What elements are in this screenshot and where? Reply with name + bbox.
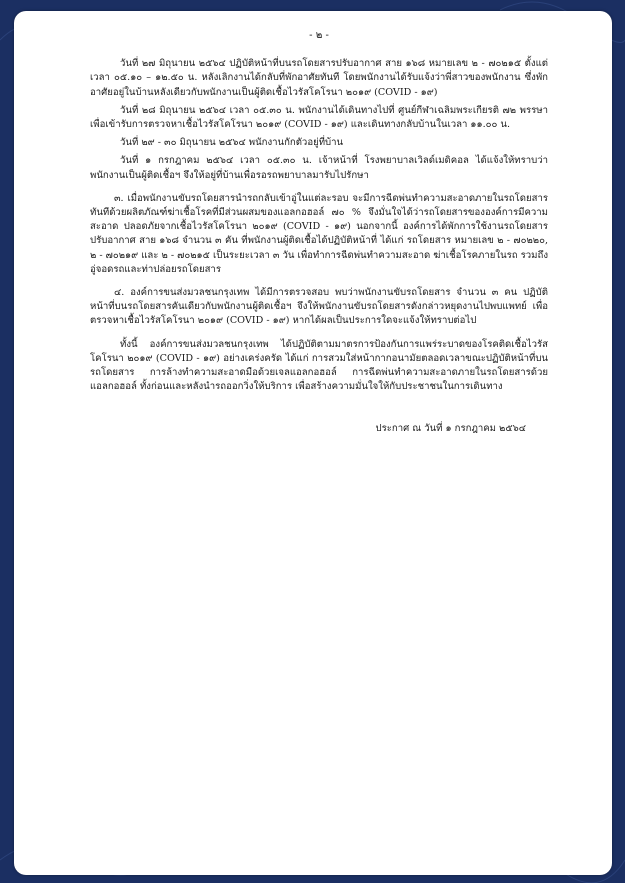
paragraph-june-27: วันที่ ๒๗ มิถุนายน ๒๕๖๔ ปฏิบัติหน้าที่บนรถโดยสารปรับอากาศ สาย ๑๖๘ หมายเลข ๒ - ๗๐๒๑๕ ตั้งแต่เวลา ๐๕.๑๐ – ๑๒.๕๐ น. หลังเลิกงานได้กลับที่พักอาศัยทันที โดยพนักงานได้รับแจ้งว่าพี่สาวของพนักงาน ซึ่งพักอาศัยอยู่ในบ้านหลังเดียวกับพนักงานเป็นผู้ติดเชื้อไวรัสโคโรนา ๒๐๑๙ (COVID - ๑๙)	[90, 58, 548, 98]
paragraph-item-4: ๔. องค์การขนส่งมวลชนกรุงเทพ ได้มีการตรวจสอบ พบว่าพนักงานขับรถโดยสาร จำนวน ๓ คน ปฏิบัติหน้าที่บนรถโดยสารคันเดียวกับพนักงานผู้ติดเชื้อฯ จึงให้พนักงานขับรถโดยสารดังกล่าวหยุดงานไปพบแพทย์ เพื่อตรวจหาเชื้อไวรัสโคโรนา ๒๐๑๙ (COVID - ๑๙) หากได้ผลเป็นประการใดจะแจ้งให้ทราบต่อไป	[90, 287, 548, 327]
page-number: - ๒ -	[309, 30, 329, 41]
paragraph-item-3: ๓. เมื่อพนักงานขับรถโดยสารนำรถกลับเข้าอู่ในแต่ละรอบ จะมีการฉีดพ่นทำความสะอาดภายในรถโดยสารทันทีด้วยผลิตภัณฑ์ฆ่าเชื้อโรคที่มีส่วนผสมของแอลกอฮอล์ ๗๐ % จึงมั่นใจได้ว่ารถโดยสารขององค์การมีความสะอาด ปลอดภัยจากเชื้อไวรัสโคโรนา ๒๐๑๙ (COVID - ๑๙) นอกจากนี้ องค์การได้พักการใช้งานรถโดยสารปรับอากาศ สาย ๑๖๘ จำนวน ๓ คัน ที่พนักงานผู้ติดเชื้อได้ปฏิบัติหน้าที่ ได้แก่ รถโดยสาร หมายเลข ๒ - ๗๐๒๒๐, ๒ - ๗๐๒๑๙ และ ๒ - ๗๐๒๑๕ เป็นระยะเวลา ๓ วัน เพื่อทำการฉีดพ่นทำความสะอาด ฆ่าเชื้อโรคภายในรถ รวมถึง อู่จอดรถและท่าปล่อยรถโดยสาร	[90, 192, 549, 275]
announcement-date: ประกาศ ณ วันที่ ๑ กรกฎาคม ๒๕๖๔	[375, 423, 526, 435]
document-page	[14, 11, 612, 875]
paragraph-june-28: วันที่ ๒๘ มิถุนายน ๒๕๖๔ เวลา ๐๕.๓๐ น. พนักงานได้เดินทางไปที่ ศูนย์กีฬาเฉลิมพระเกียรติ ๗๒ พรรษา เพื่อเข้ารับการตรวจหาเชื้อไวรัสโคโรนา ๒๐๑๙ (COVID - ๑๙) และเดินทางกลับบ้านในเวลา ๑๑.๐๐ น.	[90, 104, 548, 131]
document-content	[90, 29, 548, 437]
paragraph-june-29-30: วันที่ ๒๙ - ๓๐ มิถุนายน ๒๕๖๔ พนักงานกักตัวอยู่ที่บ้าน	[120, 137, 344, 149]
paragraph-july-1: วันที่ ๑ กรกฎาคม ๒๕๖๔ เวลา ๐๕.๓๐ น. เจ้าหน้าที่ โรงพยาบาลเวิลด์เมดิคอล ได้แจ้งให้ทราบว่าพนักงานเป็นผู้ติดเชื้อฯ จึงให้อยู่ที่บ้านเพื่อรอรถพยาบาลมารับไปรักษา	[90, 155, 548, 181]
paragraph-conclusion: ทั้งนี้ องค์การขนส่งมวลชนกรุงเทพ ได้ปฏิบัติตามมาตรการป้องกันการแพร่ระบาดของโรคติดเชื้อไวรัสโคโรนา ๒๐๑๙ (COVID - ๑๙) อย่างเคร่งครัด ได้แก่ การสวมใส่หน้ากากอนามัยตลอดเวลาขณะปฏิบัติหน้าที่บนรถโดยสาร การล้างทำความสะอาดมือด้วยเจลแอลกอฮอล์ การฉีดพ่นทำความสะอาดภายในรถโดยสารด้วยแอลกอฮอล์ ทั้งก่อนและหลังนำรถออกวิ่งให้บริการ เพื่อสร้างความมั่นใจให้กับประชาชนในการเดินทาง	[90, 338, 548, 393]
